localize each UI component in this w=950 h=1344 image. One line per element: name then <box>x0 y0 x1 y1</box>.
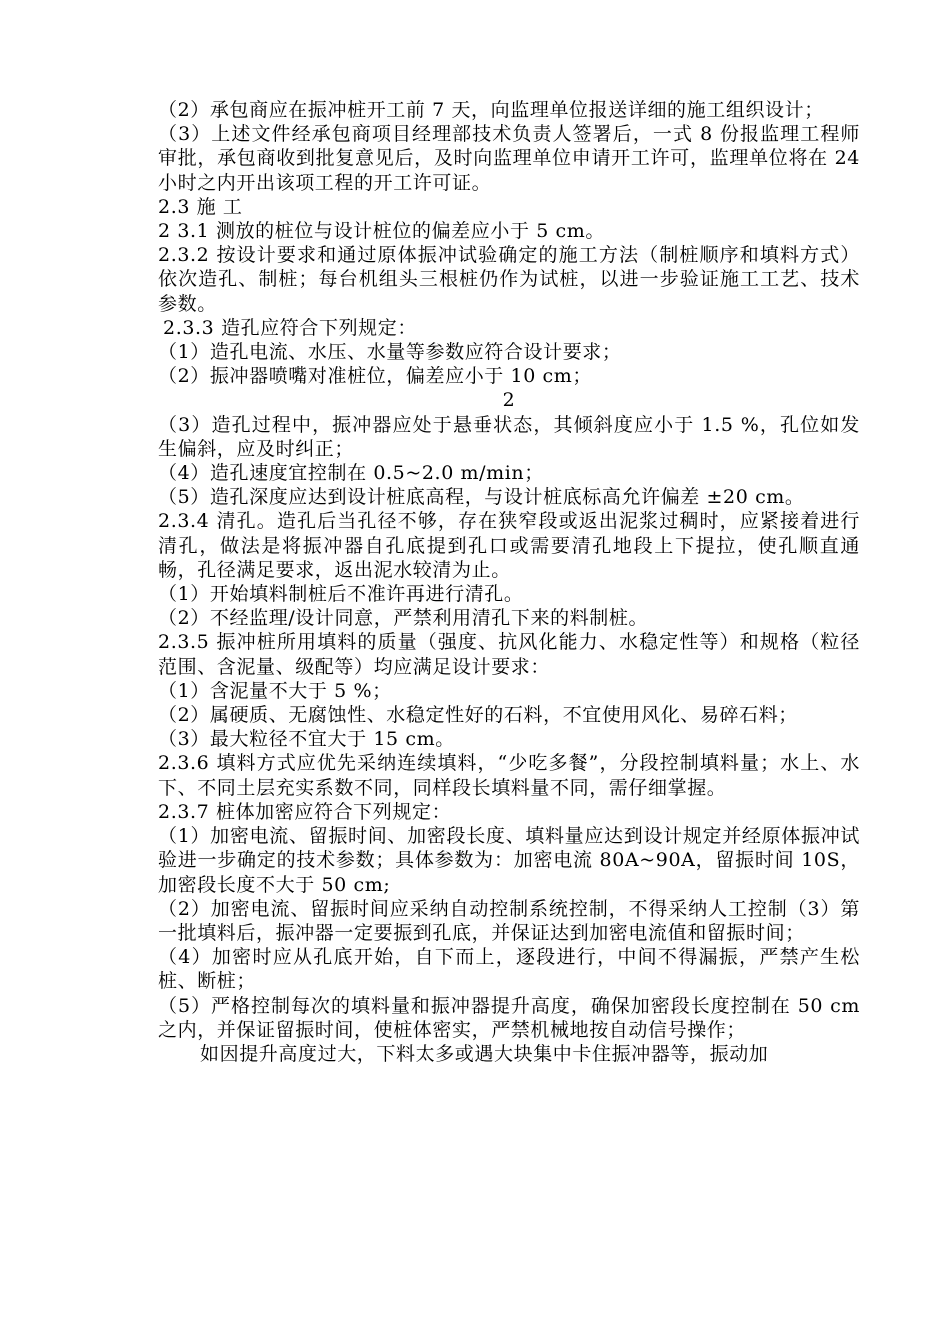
paragraph: 2.3.4 清孔。造孔后当孔径不够，存在狭窄段或返出泥浆过稠时，应紧接着进行清孔，做法是将振冲器自孔底提到孔口或需要清孔地段上下提拉，使孔顺直通畅，孔径满足要求，返出泥水较清为止。 <box>158 510 860 581</box>
paragraph: （5）严格控制每次的填料量和振冲器提升高度，确保加密段长度控制在 50 cm 之内，并保证留振时间，使桩体密实，严禁机械地按自动信号操作； <box>158 994 860 1041</box>
paragraph: 2.3.3 造孔应符合下列规定： <box>163 316 417 339</box>
section-heading: 2.3 施 工 <box>158 195 243 218</box>
paragraph: （2）加密电流、留振时间应采纳自动控制系统控制，不得采纳人工控制（3）第一批填料后，振冲器一定要振到孔底，并保证达到加密电流值和留振时间； <box>158 897 860 944</box>
paragraph: （2）承包商应在振冲桩开工前 7 天，向监理单位报送详细的施工组织设计； <box>158 99 824 121</box>
paragraph: 2.3.6 填料方式应优先采纳连续填料，“少吃多餐”，分段控制填料量；水上、水下、不同土层充实系数不同，同样段长填料量不同，需仔细掌握。 <box>158 752 860 799</box>
paragraph: （1）加密电流、留振时间、加密段长度、填料量应达到设计规定并经原体振冲试验进一步确定的技术参数；具体参数为：加密电流 80A~90A，留振时间 10S，加密段长度不大于 50 cm; <box>158 825 860 896</box>
paragraph: 2.3.5 振冲桩所用填料的质量（强度、抗风化能力、水稳定性等）和规格（粒径范围、含泥量、级配等）均应满足设计要求： <box>158 631 860 678</box>
paragraph: （1）含泥量不大于 5 %； <box>158 679 392 702</box>
paragraph: （3）上述文件经承包商项目经理部技术负责人签署后，一式 8 份报监理工程师审批，承包商收到批复意见后，及时向监理单位申请开工许可，监理单位将在 24 小时之内开出该项工程的开工许可证。 <box>158 123 860 194</box>
paragraph: 如因提升高度过大，下料太多或遇大块集中卡住振冲器等，振动加 <box>200 1042 769 1065</box>
paragraph: （5）造孔深度应达到设计桩底高程，与设计桩底标高允许偏差 ±20 cm。 <box>158 486 805 509</box>
page-number: 2 <box>502 389 516 412</box>
document-body <box>158 98 860 1066</box>
paragraph: （4）造孔速度宜控制在 0.5~2.0 m/min； <box>158 462 544 485</box>
paragraph: 2 3.1 测放的桩位与设计桩位的偏差应小于 5 cm。 <box>158 220 606 243</box>
paragraph: （3）造孔过程中，振冲器应处于悬垂状态，其倾斜度应小于 1.5 %，孔位如发生偏斜，应及时纠正； <box>158 413 860 460</box>
paragraph: （4）加密时应从孔底开始，自下而上，逐段进行，中间不得漏振，严禁产生松桩、断桩； <box>158 946 860 993</box>
paragraph: （1）开始填料制桩后不准许再进行清孔。 <box>158 583 524 606</box>
paragraph: 2.3.7 桩体加密应符合下列规定： <box>158 800 452 823</box>
paragraph: 2.3.2 按设计要求和通过原体振冲试验确定的施工方法（制桩顺序和填料方式）依次造孔、制桩；每台机组头三根桩仍作为试桩，以进一步验证施工工艺、技术参数。 <box>158 244 860 315</box>
paragraph: （2）振冲器喷嘴对准桩位，偏差应小于 10 cm； <box>158 365 593 388</box>
paragraph: （2）属硬质、无腐蚀性、水稳定性好的石料，不宜使用风化、易碎石料； <box>158 704 798 727</box>
paragraph: （2）不经监理/设计同意，严禁利用清孔下来的料制桩。 <box>158 607 649 630</box>
paragraph: （1）造孔电流、水压、水量等参数应符合设计要求； <box>158 341 622 364</box>
paragraph: （3）最大粒径不宜大于 15 cm。 <box>158 728 455 751</box>
